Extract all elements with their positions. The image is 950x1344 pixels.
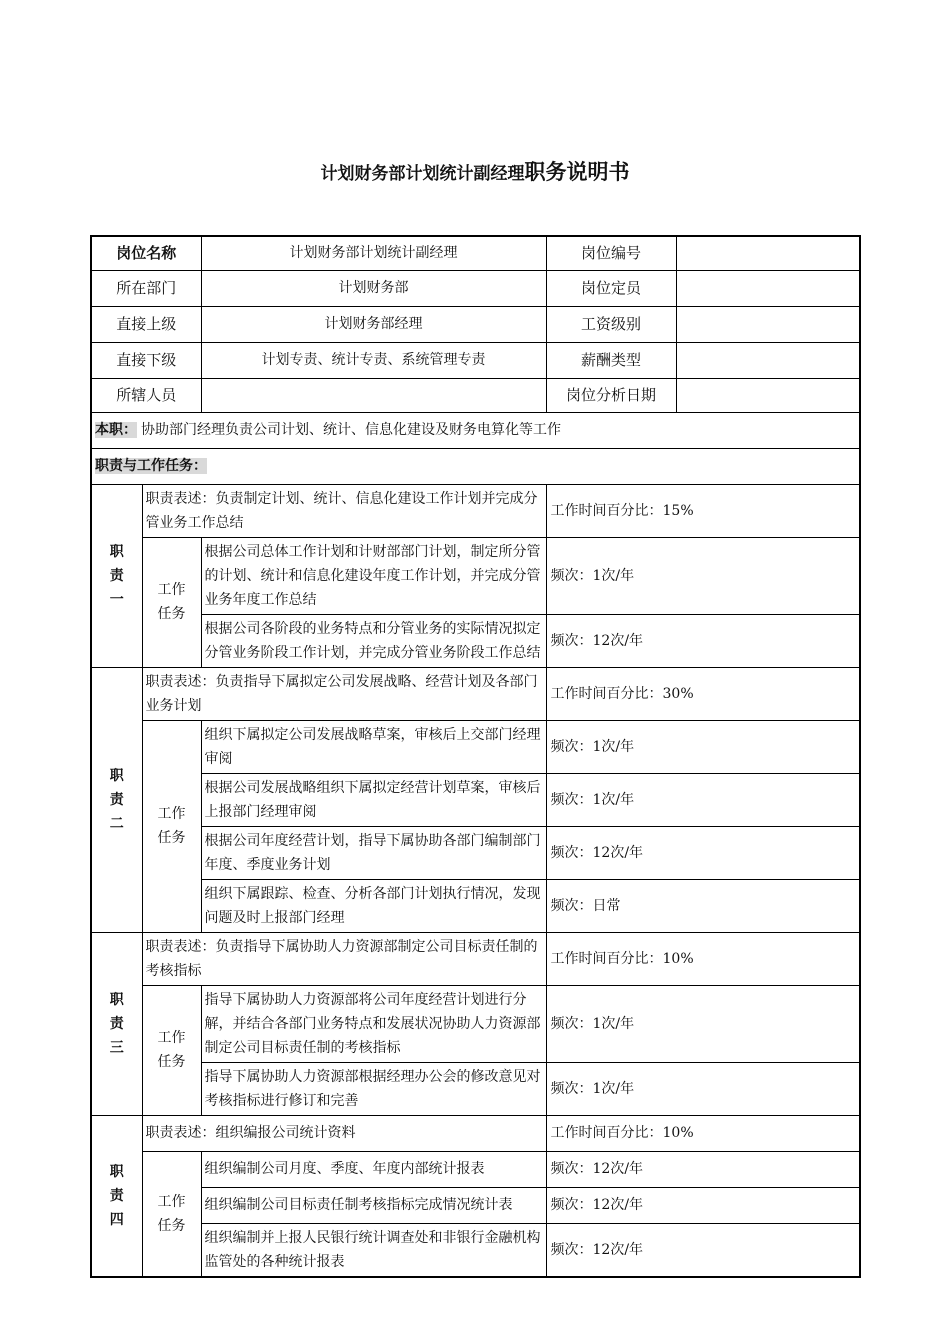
task-frequency: 频次：12次/年 (546, 1187, 860, 1223)
duties-header-row (91, 448, 860, 484)
task-frequency: 频次：1次/年 (546, 773, 860, 826)
task-row (91, 1187, 860, 1223)
info-row (91, 236, 860, 270)
task-text: 组织下属跟踪、检查、分析各部门计划执行情况，发现问题及时上报部门经理 (201, 879, 546, 932)
task-text: 组织编制公司目标责任制考核指标完成情况统计表 (201, 1187, 546, 1223)
job-description-table (90, 235, 861, 1278)
duty-time-percent: 工作时间百分比：10% (546, 932, 860, 985)
benzhi-row (91, 412, 860, 448)
duty-time-percent: 工作时间百分比：15% (546, 484, 860, 537)
duty-name-text: 职责一 (109, 543, 124, 608)
task-frequency: 频次：1次/年 (546, 1062, 860, 1115)
task-text: 组织编制公司月度、季度、年度内部统计报表 (201, 1151, 546, 1187)
task-row (91, 1062, 860, 1115)
info-value-2 (676, 236, 860, 270)
duties-header-cell (91, 448, 860, 484)
duty-name (91, 667, 142, 932)
info-value (201, 378, 546, 412)
task-frequency: 频次：12次/年 (546, 1151, 860, 1187)
task-frequency: 频次：12次/年 (546, 826, 860, 879)
duty-time-percent: 工作时间百分比：10% (546, 1115, 860, 1151)
duty-desc-row (91, 1115, 860, 1151)
duty-description: 职责表述：组织编报公司统计资料 (142, 1115, 546, 1151)
duty-name-text: 职责四 (109, 1163, 124, 1228)
info-label: 所在部门 (91, 270, 201, 306)
info-label-2: 工资级别 (546, 306, 676, 342)
title-suffix: 职务说明书 (524, 160, 630, 184)
task-row (91, 537, 860, 614)
task-row (91, 1151, 860, 1187)
task-text: 根据公司各阶段的业务特点和分管业务的实际情况拟定分管业务阶段工作计划，并完成分管业务阶段工作总结 (201, 614, 546, 667)
task-text: 根据公司年度经营计划，指导下属协助各部门编制部门年度、季度业务计划 (201, 826, 546, 879)
task-frequency: 频次：1次/年 (546, 985, 860, 1062)
duty-desc-row (91, 932, 860, 985)
info-value: 计划专责、统计专责、系统管理专责 (201, 342, 546, 378)
info-label: 直接上级 (91, 306, 201, 342)
info-label-2: 岗位分析日期 (546, 378, 676, 412)
duty-name-text: 职责二 (109, 767, 124, 832)
task-frequency: 频次：日常 (546, 879, 860, 932)
task-label: 工作任务 (157, 582, 186, 622)
task-text: 组织下属拟定公司发展战略草案，审核后上交部门经理审阅 (201, 720, 546, 773)
task-text: 根据公司总体工作计划和计财部部门计划，制定所分管的计划、统计和信息化建设年度工作计划，并完成分管业务年度工作总结 (201, 537, 546, 614)
info-row (91, 306, 860, 342)
duty-description: 职责表述：负责指导下属协助人力资源部制定公司目标责任制的考核指标 (142, 932, 546, 985)
duty-description: 职责表述：负责制定计划、统计、信息化建设工作计划并完成分管业务工作总结 (142, 484, 546, 537)
task-row (91, 1223, 860, 1277)
info-row (91, 270, 860, 306)
task-text: 组织编制并上报人民银行统计调查处和非银行金融机构监管处的各种统计报表 (201, 1223, 546, 1277)
benzhi-text: 协助部门经理负责公司计划、统计、信息化建设及财务电算化等工作 (141, 422, 561, 438)
benzhi-cell (91, 412, 860, 448)
task-label: 工作任务 (157, 806, 186, 846)
info-value-2 (676, 342, 860, 378)
task-label: 工作任务 (157, 1193, 186, 1234)
page-title (0, 156, 950, 186)
duty-time-percent: 工作时间百分比：30% (546, 667, 860, 720)
task-text: 指导下属协助人力资源部根据经理办公会的修改意见对考核指标进行修订和完善 (201, 1062, 546, 1115)
task-row (91, 720, 860, 773)
info-value-2 (676, 270, 860, 306)
task-frequency: 频次：1次/年 (546, 537, 860, 614)
duty-name (91, 1115, 142, 1277)
task-text: 根据公司发展战略组织下属拟定经营计划草案，审核后上报部门经理审阅 (201, 773, 546, 826)
task-row (91, 879, 860, 932)
title-main: 计划财务部计划统计副经理 (320, 164, 525, 184)
duty-description: 职责表述：负责指导下属拟定公司发展战略、经营计划及各部门业务计划 (142, 667, 546, 720)
info-label: 直接下级 (91, 342, 201, 378)
info-row (91, 378, 860, 412)
benzhi-label: 本职： (95, 422, 137, 438)
duties-header: 职责与工作任务： (95, 458, 207, 474)
task-row (91, 614, 860, 667)
task-text: 指导下属协助人力资源部将公司年度经营计划进行分解，并结合各部门业务特点和发展状况协助人力资源部制定公司目标责任制的考核指标 (201, 985, 546, 1062)
task-frequency: 频次：12次/年 (546, 1223, 860, 1277)
task-row (91, 826, 860, 879)
task-row (91, 773, 860, 826)
info-label: 岗位名称 (91, 236, 201, 270)
duty-desc-row (91, 667, 860, 720)
task-row (91, 985, 860, 1062)
task-label-cell (142, 537, 201, 667)
duty-name (91, 932, 142, 1115)
duty-name (91, 484, 142, 667)
info-label: 所辖人员 (91, 378, 201, 412)
task-label: 工作任务 (157, 1030, 186, 1070)
task-label-cell (142, 1151, 201, 1277)
info-value: 计划财务部计划统计副经理 (201, 236, 546, 270)
info-value: 计划财务部 (201, 270, 546, 306)
info-label-2: 岗位编号 (546, 236, 676, 270)
info-label-2: 岗位定员 (546, 270, 676, 306)
task-frequency: 频次：12次/年 (546, 614, 860, 667)
info-value-2 (676, 378, 860, 412)
duty-desc-row (91, 484, 860, 537)
info-row (91, 342, 860, 378)
info-value: 计划财务部经理 (201, 306, 546, 342)
task-frequency: 频次：1次/年 (546, 720, 860, 773)
task-label-cell (142, 985, 201, 1115)
info-value-2 (676, 306, 860, 342)
info-label-2: 薪酬类型 (546, 342, 676, 378)
task-label-cell (142, 720, 201, 932)
duty-name-text: 职责三 (109, 991, 124, 1056)
